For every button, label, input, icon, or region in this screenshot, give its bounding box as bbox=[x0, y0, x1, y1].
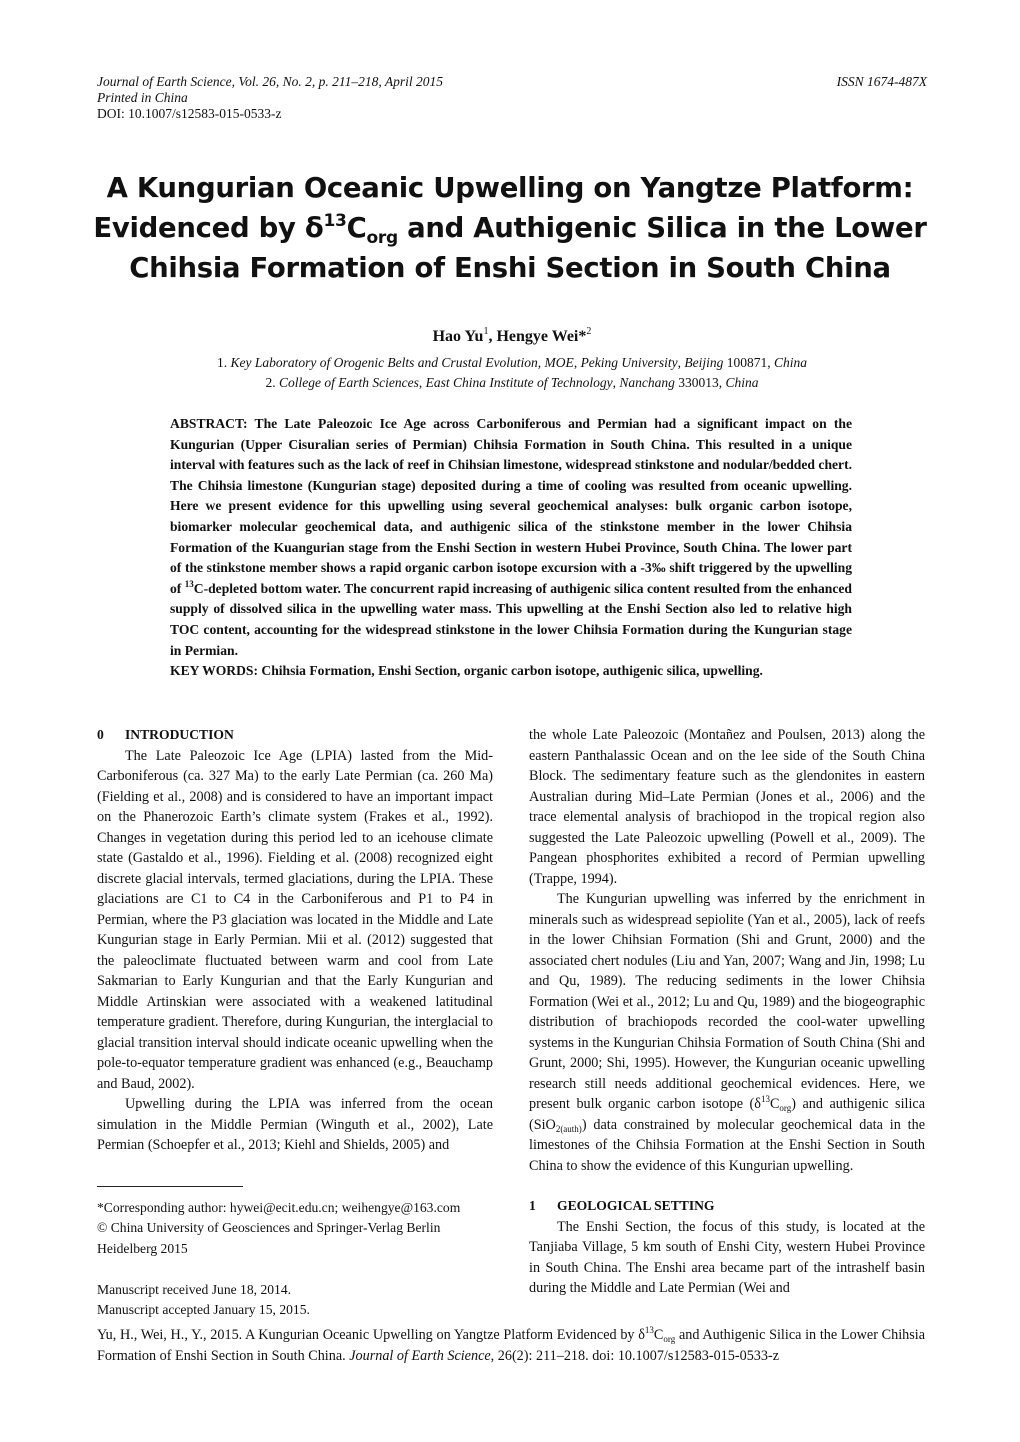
footnote-rule bbox=[97, 1186, 243, 1187]
abstract-sup: 13 bbox=[184, 578, 194, 589]
citation bbox=[97, 1325, 925, 1366]
section-heading-introduction bbox=[97, 725, 493, 746]
sub: org bbox=[779, 1103, 792, 1113]
section-heading-geological-setting bbox=[529, 1196, 925, 1217]
title-part: C bbox=[346, 212, 367, 244]
abstract bbox=[170, 414, 852, 682]
affiliation-2 bbox=[97, 375, 927, 391]
manuscript-accepted: Manuscript accepted January 15, 2015. bbox=[97, 1302, 310, 1317]
affil-city: Beijing bbox=[684, 355, 724, 370]
affil-num: 1. bbox=[216, 355, 231, 370]
affil-zip: 100871, bbox=[723, 355, 775, 370]
text: ) and authigenic silica (SiO bbox=[529, 1096, 925, 1133]
paragraph: the whole Late Paleozoic (Montañez and Poulsen, 2013) along the eastern Panthalassic Ocean and on the lee side of the South China Block. The sedimentary feature such as the glendonites in eastern Australian during Mid–Late Permian (Jones et al., 2006) and the trace elemental analysis of brachiopod in the tropical region also suggested the Late Paleozoic upwelling (Powell et al., 2009). The Pangean phosphorites exhibited a record of Permian upwelling (Trappe, 1994). bbox=[529, 727, 925, 887]
corresponding-author: *Corresponding author: hywei@ecit.edu.cn; weihengye@163.com bbox=[97, 1200, 461, 1215]
affil-num: 2. bbox=[265, 375, 279, 390]
affil-univ: Peking University bbox=[580, 355, 678, 370]
affil-country: China bbox=[725, 375, 759, 390]
citation-sup: 13 bbox=[644, 1325, 654, 1335]
journal-name: Journal of Earth Science bbox=[97, 74, 232, 89]
citation-text: and Authigenic Silica in the Lower Chihsia Formation of Enshi Section in South China. bbox=[97, 1327, 925, 1364]
copyright: © China University of Geosciences and Springer-Verlag Berlin Heidelberg 2015 bbox=[97, 1220, 441, 1256]
paragraph bbox=[529, 889, 925, 1176]
author-2: Hengye Wei* bbox=[496, 328, 587, 345]
author-sep: , bbox=[488, 328, 497, 345]
citation-journal: Journal of Earth Science bbox=[349, 1347, 491, 1364]
affil-sep: , bbox=[573, 355, 581, 370]
abstract-body bbox=[170, 414, 852, 661]
title-part: and Authigenic Silica in the Lower bbox=[397, 212, 927, 244]
sub: 2(auth) bbox=[555, 1123, 582, 1134]
text: C bbox=[769, 1096, 780, 1112]
paragraph: Upwelling during the LPIA was inferred from the ocean simulation in the Middle Permian (Winguth et al., 2002), Late Permian (Schoepfer et al., 2013; Kiehl and Shields, 2005) and bbox=[97, 1096, 493, 1153]
title-line-2 bbox=[90, 208, 930, 248]
affil-univ: East China Institute of Technology bbox=[425, 375, 613, 390]
section-title: INTRODUCTION bbox=[125, 727, 234, 742]
title-line-1: A Kungurian Oceanic Upwelling on Yangtze Platform: bbox=[106, 172, 914, 204]
abstract-text: ABSTRACT: The Late Paleozoic Ice Age across Carboniferous and Permian had a significant impact on the Kungurian (Upper Cisuralian series of Permian) Chihsia Formation in South China. This resulted in a unique interval with features such as the lack of reef in Chihsian limestone, widespread stinkstone and nodular/bedded chert. The Chihsia limestone (Kungurian stage) deposited during a time of cooling was resulted from oceanic upwelling. Here we present evidence for this upwelling using several geochemical analyses: bulk organic carbon isotope, biomarker molecular geochemical data, and authigenic silica of the stinkstone member in the lower Chihsia Formation of the Kuangurian stage from the Enshi Section in western Hubei Province, South China. The lower part of the stinkstone member shows a rapid organic carbon isotope excursion with a -3‰ shift triggered by the upwelling of bbox=[170, 416, 852, 596]
affil-org: Key Laboratory of Orogenic Belts and Crustal Evolution, MOE bbox=[230, 355, 574, 370]
journal-citation-line bbox=[97, 74, 443, 90]
affil-city: Nanchang bbox=[619, 375, 675, 390]
title-sup: 13 bbox=[323, 211, 347, 231]
printed-in: Printed in China bbox=[97, 90, 188, 105]
affiliation-1 bbox=[97, 355, 927, 371]
author-1: Hao Yu bbox=[432, 328, 484, 345]
keywords: KEY WORDS: Chihsia Formation, Enshi Section, organic carbon isotope, authigenic silica, upwelling. bbox=[170, 663, 763, 679]
citation-sub: org bbox=[663, 1334, 676, 1344]
abstract-text: C-depleted bottom water. The concurrent rapid increasing of authigenic silica content resulted from the enhanced supply of dissolved silica in the upwelling water mass. This upwelling at the Enshi Section also led to relative high TOC content, accounting for the widespread stinkstone in the lower Chihsia Formation during the Kungurian stage in Permian. bbox=[170, 580, 852, 658]
affil-org: College of Earth Sciences bbox=[279, 375, 419, 390]
affil-sep: , bbox=[612, 375, 620, 390]
title-part: Evidenced by δ bbox=[93, 212, 324, 244]
paragraph: The Late Paleozoic Ice Age (LPIA) lasted from the Mid-Carboniferous (ca. 327 Ma) to the early Late Permian (ca. 260 Ma) (Fielding et al., 2008) and is considered to have an important impact on the Phanerozoic Earth’s climate system (Frakes et al., 1992). Changes in vegetation during this period led to an icehouse climate state (Gastaldo et al., 1996). Fielding et al. (2008) recognized eight discrete glacial intervals, termed glaciations, during the LPIA. These glaciations are C1 to C4 in the Carboniferous and P1 to P4 in Permian, where the P3 glaciation was located in the Middle and Late Kungurian stage in Early Permian. Mii et al. (2012) suggested that the paleoclimate fluctuated between warm and cool from Late Sakmarian to Early Kungurian and that the Early Kungurian and Middle Artinskian were associated with a weakened latitudinal temperature gradient. Therefore, during Kungurian, the interglacial to glacial transition interval should indicate oceanic upwelling when the pole-to-equator temperature gradient was enhanced (e.g., Beauchamp and Baud, 2002). bbox=[97, 747, 493, 1092]
citation-text: , 26(2): 211–218. doi: 10.1007/s12583-015-0533-z bbox=[490, 1347, 779, 1364]
text: The Kungurian upwelling was inferred by the enrichment in minerals such as widespread sepiolite (Yan et al., 2005), lack of reefs in the lower Chihsian Formation (Shi and Grunt, 2000) and the associated chert nodules (Liu and Yan, 2007; Wang and Jin, 1998; Lu and Qu, 1989). The reducing sediments in the lower Chihsia Formation (Wei et al., 2012; Lu and Qu, 1989) and the biogeographic distribution of brachiopods recorded the cool-water upwelling systems in the Kungurian Chihsia Formation of South China (Shi and Grunt, 2000; Shi, 1995). However, the Kungurian oceanic upwelling research still needs additional geochemical evidences. Here, we present bulk organic carbon isotope (δ bbox=[529, 891, 925, 1112]
title-sub: org bbox=[366, 228, 398, 248]
title-line-3: Chihsia Formation of Enshi Section in South China bbox=[129, 252, 891, 284]
volume-info: , Vol. 26, No. 2, p. 211–218, April 2015 bbox=[231, 74, 443, 89]
affil-sep: , bbox=[418, 375, 426, 390]
paragraph: The Enshi Section, the focus of this study, is located at the Tanjiaba Village, 5 km south of Enshi City, western Hubei Province in South China. The Enshi area became part of the intrashelf basin during the Middle and Late Permian (Wei and bbox=[529, 1218, 925, 1296]
sup: 13 bbox=[760, 1094, 770, 1104]
citation-text: Yu, H., Wei, H., Y., 2015. A Kungurian Oceanic Upwelling on Yangtze Platform Evidenced by δ bbox=[97, 1327, 645, 1343]
author-2-affil: 2 bbox=[586, 326, 592, 337]
author-1-affil: 1 bbox=[483, 326, 489, 337]
section-number: 1 bbox=[529, 1198, 536, 1213]
manuscript-received: Manuscript received June 18, 2014. bbox=[97, 1282, 292, 1297]
section-title: GEOLOGICAL SETTING bbox=[557, 1198, 715, 1213]
issn: ISSN 1674-487X bbox=[836, 74, 927, 89]
right-column bbox=[529, 725, 925, 1299]
affil-country: China bbox=[774, 355, 808, 370]
doi[interactable]: DOI: 10.1007/s12583-015-0533-z bbox=[97, 106, 282, 121]
left-column bbox=[97, 725, 493, 1156]
text: ) data constrained by molecular geochemical data in the limestones of the Chihsia Formation at the Enshi Section in South China to show the evidence of this Kungurian upwelling. bbox=[529, 1116, 925, 1174]
paper-title bbox=[90, 168, 930, 288]
authors bbox=[97, 328, 927, 346]
journal-header bbox=[97, 74, 927, 122]
citation-text: C bbox=[653, 1327, 664, 1343]
section-number: 0 bbox=[97, 727, 104, 742]
affil-sep: , bbox=[677, 355, 685, 370]
affil-zip: 330013, bbox=[674, 375, 726, 390]
